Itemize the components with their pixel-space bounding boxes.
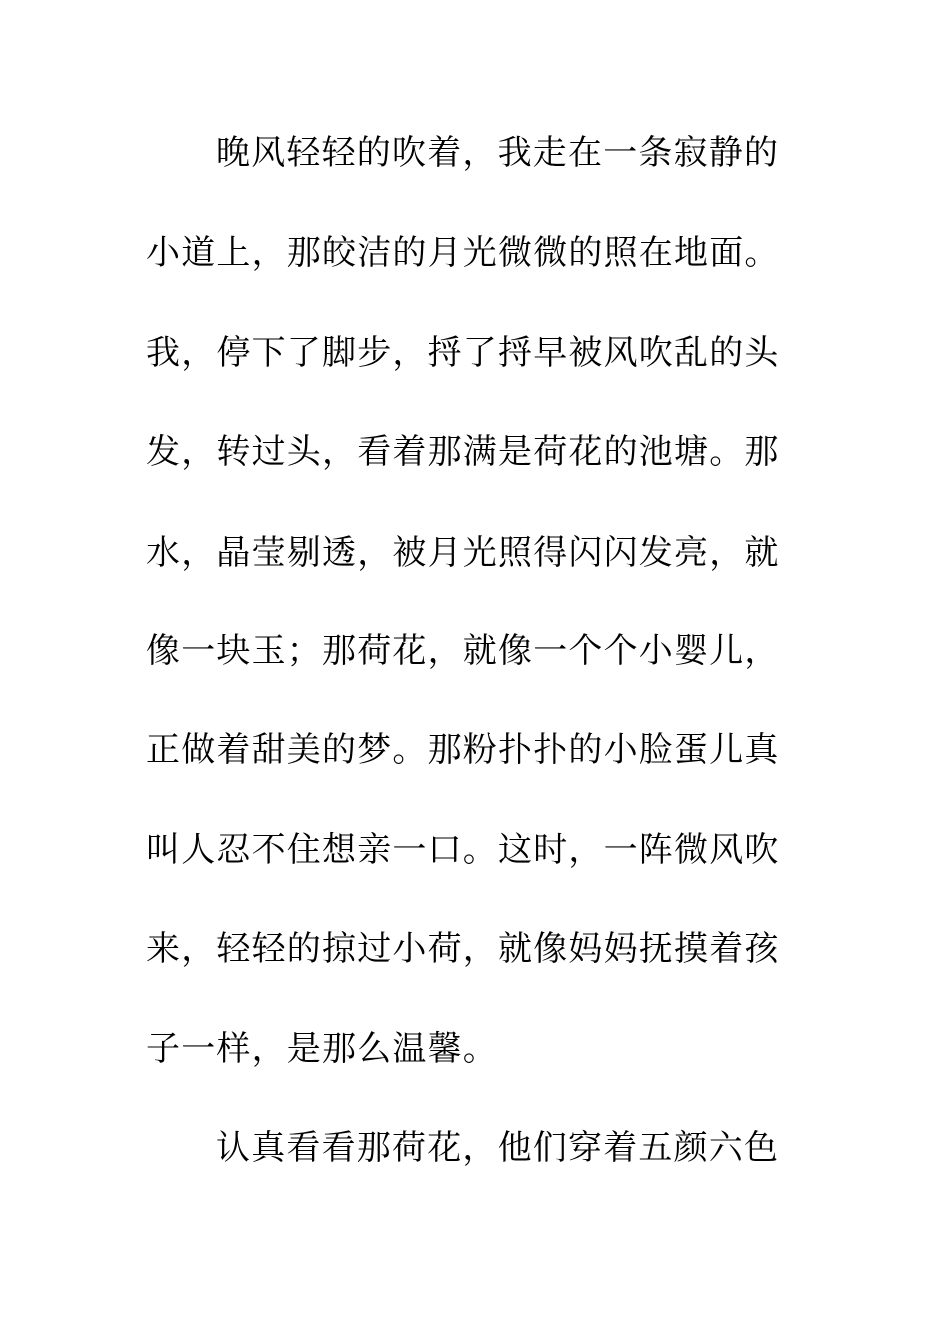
paragraph-1-line-4: 发，转过头，看着那满是荷花的池塘。那	[146, 432, 780, 472]
paragraph-1-line-8: 叫人忍不住想亲一口。这时，一阵微风吹	[146, 830, 780, 870]
paragraph-1-line-10: 子一样，是那么温馨。	[146, 1029, 498, 1069]
paragraph-2-line-1: 认真看看那荷花，他们穿着五颜六色	[216, 1128, 780, 1168]
paragraph-1-line-9: 来，轻轻的掠过小荷，就像妈妈抚摸着孩	[146, 929, 780, 969]
paragraph-1-line-5: 水，晶莹剔透，被月光照得闪闪发亮，就	[146, 533, 780, 573]
paragraph-1-line-1: 晚风轻轻的吹着，我走在一条寂静的	[216, 133, 780, 173]
paragraph-1-line-7: 正做着甜美的梦。那粉扑扑的小脸蛋儿真	[146, 730, 780, 770]
paragraph-1-line-2: 小道上，那皎洁的月光微微的照在地面。	[146, 233, 780, 273]
paragraph-1-line-3: 我，停下了脚步，捋了捋早被风吹乱的头	[146, 333, 780, 373]
paragraph-1-line-6: 像一块玉；那荷花，就像一个个小婴儿，	[146, 631, 780, 671]
